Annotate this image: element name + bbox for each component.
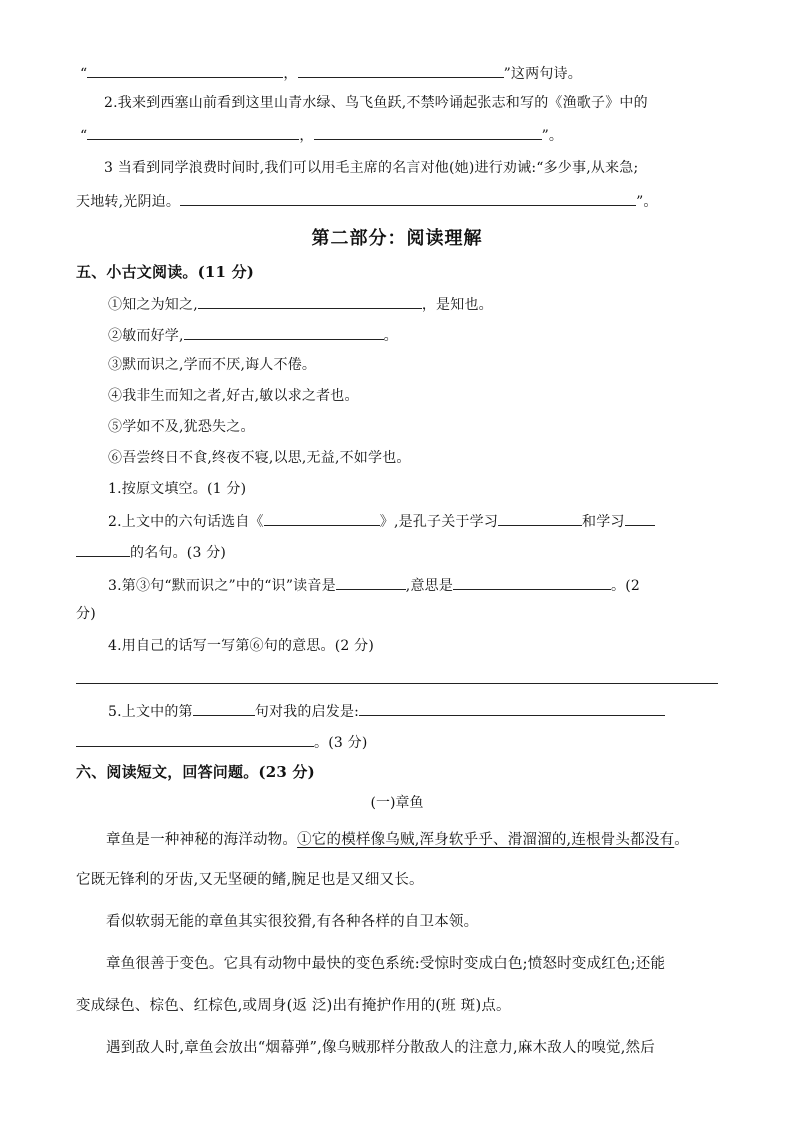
sentence-text: 。	[383, 328, 398, 344]
question-text: 。(2	[611, 578, 641, 594]
answer-blank[interactable]	[76, 731, 314, 747]
answer-blank[interactable]	[87, 124, 299, 140]
question-5-cont	[76, 731, 367, 753]
question-text: 3.第③句“默而识之”中的“识”读音是	[108, 578, 336, 594]
comma: ，	[299, 128, 314, 144]
answer-blank[interactable]	[298, 62, 504, 78]
quote-close-text: ”这两句诗。	[503, 66, 582, 82]
answer-blank[interactable]	[180, 190, 636, 206]
poem-line-3	[76, 190, 658, 212]
passage-text: 。	[674, 832, 689, 848]
question-5	[108, 700, 665, 722]
poem-text: 天地转,光阴迫。	[76, 194, 181, 210]
question-text: ,意思是	[405, 578, 454, 594]
question-2-cont	[76, 541, 226, 563]
question-text: 。(3 分)	[314, 735, 368, 751]
question-text: 》,是孔子关于学习	[379, 514, 499, 530]
passage-paragraph-2: 看似软弱无能的章鱼其实很狡猾,有各种各样的自卫本领。	[106, 914, 479, 930]
answer-blank[interactable]	[336, 574, 406, 590]
answer-blank[interactable]	[625, 510, 655, 526]
passage-paragraph-3-cont: 变成绿色、棕色、红棕色,或周身(返 泛)出有掩护作用的(班 斑)点。	[76, 998, 511, 1014]
classical-sentence-1	[108, 293, 493, 315]
question-text: 的名句。(3 分)	[130, 545, 227, 561]
quote-open: “	[80, 128, 88, 144]
poem-question-2: 2.我来到西塞山前看到这里山青水绿、鸟飞鱼跃,不禁吟诵起张志和写的《渔歌子》中的	[104, 95, 648, 111]
answer-blank[interactable]	[193, 700, 255, 716]
section-5-heading: 五、小古文阅读。(11 分)	[76, 263, 255, 281]
question-text: 5.上文中的第	[108, 704, 193, 720]
question-4: 4.用自己的话写一写第⑥句的意思。(2 分)	[108, 638, 375, 654]
question-text: 和学习	[582, 514, 625, 530]
section-6-heading: 六、阅读短文，回答问题。(23 分)	[76, 763, 315, 781]
answer-blank[interactable]	[198, 293, 422, 309]
comma: ，	[283, 66, 298, 82]
answer-blank[interactable]	[453, 574, 611, 590]
passage-paragraph-4: 遇到敌人时,章鱼会放出“烟幕弹”,像乌贼那样分散敌人的注意力,麻木敌人的嗅觉,然后	[106, 1040, 655, 1056]
answer-blank[interactable]	[314, 124, 542, 140]
passage-text: 章鱼是一种神秘的海洋动物。	[106, 832, 298, 848]
answer-blank[interactable]	[264, 510, 380, 526]
classical-sentence-6: ⑥吾尝终日不食,终夜不寝,以思,无益,不如学也。	[108, 450, 411, 466]
classical-sentence-3: ③默而识之,学而不厌,诲人不倦。	[108, 357, 317, 373]
poem-line-2	[80, 124, 563, 146]
question-3-cont: 分)	[76, 606, 96, 622]
poem-question-3: 3 当看到同学浪费时间时,我们可以用毛主席的名言对他(她)进行劝诫:“多少事,从来急;	[104, 160, 639, 176]
question-text: 句对我的启发是:	[254, 704, 360, 720]
underlined-sentence: ①它的模样像乌贼,浑身软乎乎、滑溜溜的,连根骨头都没有	[297, 832, 675, 848]
passage-paragraph-1	[106, 830, 689, 850]
classical-sentence-5: ⑤学如不及,犹恐失之。	[108, 419, 255, 435]
sentence-text: ，是知也。	[421, 297, 493, 313]
answer-blank[interactable]	[359, 700, 665, 716]
classical-sentence-4: ④我非生而知之者,好古,敏以求之者也。	[108, 388, 359, 404]
classical-sentence-2	[108, 324, 398, 346]
quote-close-text: ”。	[636, 194, 658, 210]
question-text: 2.上文中的六句话选自《	[108, 514, 264, 530]
answer-blank[interactable]	[76, 541, 130, 557]
quote-close-text: ”。	[541, 128, 564, 144]
answer-blank[interactable]	[498, 510, 582, 526]
part-title: 第二部分：阅读理解	[311, 228, 483, 249]
question-3	[108, 574, 640, 596]
answer-blank[interactable]	[87, 62, 283, 78]
passage-title: (一)章鱼	[370, 795, 424, 811]
answer-blank[interactable]	[184, 324, 384, 340]
poem-line-1	[80, 62, 582, 84]
quote-open: “	[80, 66, 88, 82]
question-1: 1.按原文填空。(1 分)	[108, 481, 247, 497]
sentence-text: ①知之为知之,	[108, 297, 198, 313]
sentence-text: ②敏而好学,	[108, 328, 184, 344]
passage-paragraph-1-cont: 它既无锋利的牙齿,又无坚硬的鳍,腕足也是又细又长。	[76, 872, 424, 888]
answer-line[interactable]	[76, 683, 718, 684]
question-2	[108, 510, 655, 532]
passage-paragraph-3: 章鱼很善于变色。它具有动物中最快的变色系统:受惊时变成白色;愤怒时变成红色;还能	[106, 956, 666, 972]
